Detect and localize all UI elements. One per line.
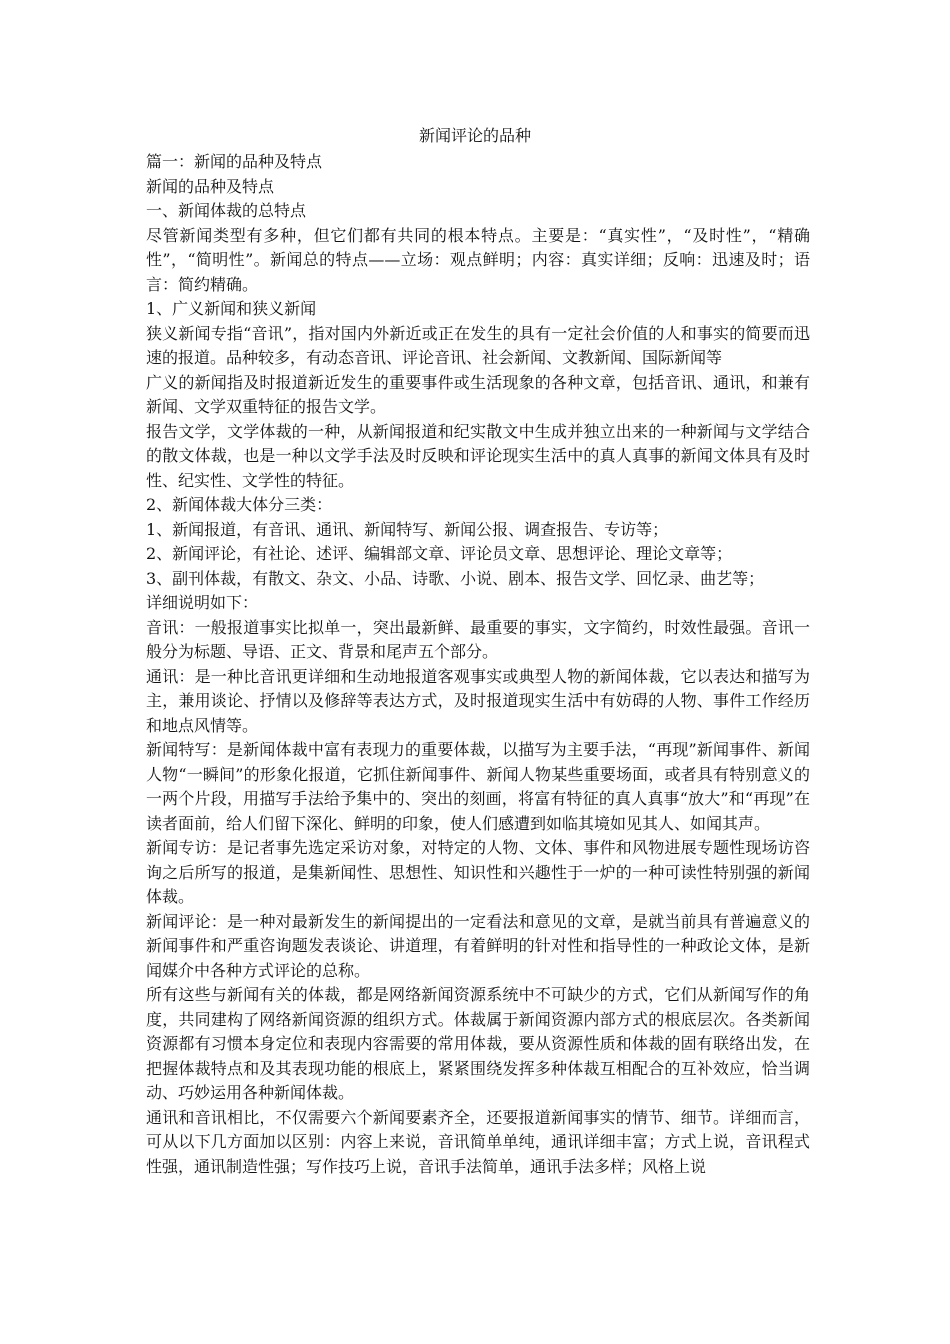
paragraph: 1、新闻报道，有音讯、通讯、新闻特写、新闻公报、调查报告、专访等； <box>146 519 669 539</box>
paragraph: 2、新闻体裁大体分三类： <box>146 495 333 514</box>
document-title: 新闻评论的品种 <box>418 126 531 145</box>
document-body <box>146 150 810 1179</box>
paragraph: 新闻的品种及特点 <box>146 176 275 196</box>
paragraph: 一、新闻体裁的总特点 <box>146 201 307 220</box>
paragraph: 报告文学，文学体裁的一种，从新闻报道和纪实散文中生成并独立出来的一种新闻与文学结合的散文体裁，也是一种以文学手法及时反映和评论现实生活中的真人真事的新闻文体具有及时性、纪实性、文学性的特征。 <box>146 421 810 490</box>
paragraph: 广义的新闻指及时报道新近发生的重要事件或生活现象的各种文章，包括音讯、通讯，和兼有新闻、文学双重特征的报告文学。 <box>146 372 810 416</box>
paragraph: 详细说明如下： <box>146 593 259 612</box>
paragraph: 尽管新闻类型有多种，但它们都有共同的根本特点。主要是：“真实性”，“及时性”，“精确性”，“简明性”。新闻总的特点——立场：观点鲜明；内容：真实详细；反响：迅速及时；语言：简约精确。 <box>146 225 810 294</box>
paragraph: 篇一：新闻的品种及特点 <box>146 152 323 171</box>
paragraph: 2、新闻评论，有社论、述评、编辑部文章、评论员文章、思想评论、理论文章等； <box>146 544 733 563</box>
paragraph: 所有这些与新闻有关的体裁，都是网络新闻资源系统中不可缺少的方式，它们从新闻写作的角度，共同建构了网络新闻资源的组织方式。体裁属于新闻资源内部方式的根底层次。各类新闻资源都有习惯本身定位和表现内容需要的常用体裁，要从资源性质和体裁的固有联络出发，在把握体裁特点和及其表现功能的根底上，紧紧围绕发挥多种体裁互相配合的互补效应，恰当调动、巧妙运用各种新闻体裁。 <box>146 985 810 1102</box>
paragraph: 新闻特写：是新闻体裁中富有表现力的重要体裁，以描写为主要手法，“再现”新闻事件、新闻人物“一瞬间”的形象化报道，它抓住新闻事件、新闻人物某些重要场面，或者具有特别意义的一两个片段，用描写手法给予集中的、突出的刻画，将富有特征的真人真事“放大”和“再现”在读者面前，给人们留下深化、鲜明的印象，使人们感遭到如临其境如见其人、如闻其声。 <box>146 740 810 833</box>
paragraph: 新闻评论：是一种对最新发生的新闻提出的一定看法和意见的文章，是就当前具有普遍意义的新闻事件和严重咨询题发表谈论、讲道理，有着鲜明的针对性和指导性的一种政论文体，是新闻媒介中各种方式评论的总称。 <box>146 911 810 980</box>
paragraph: 3、副刊体裁，有散文、杂文、小品、诗歌、小说、剧本、报告文学、回忆录、曲艺等； <box>146 568 765 588</box>
paragraph: 音讯：一般报道事实比拟单一，突出最新鲜、最重要的事实，文字简约，时效性最强。音讯一般分为标题、导语、正文、背景和尾声五个部分。 <box>146 617 810 661</box>
paragraph: 狭义新闻专指“音讯”，指对国内外新近或正在发生的具有一定社会价值的人和事实的简要而迅速的报道。品种较多，有动态音讯、评论音讯、社会新闻、文教新闻、国际新闻等 <box>146 323 810 367</box>
paragraph: 新闻专访：是记者事先选定采访对象，对特定的人物、文体、事件和风物进展专题性现场访咨询之后所写的报道，是集新闻性、思想性、知识性和兴趣性于一炉的一种可读性特别强的新闻体裁。 <box>146 838 810 906</box>
paragraph: 通讯和音讯相比，不仅需要六个新闻要素齐全，还要报道新闻事实的情节、细节。详细而言，可从以下几方面加以区别：内容上来说，音讯简单单纯，通讯详细丰富；方式上说，音讯程式性强，通讯制造性强；写作技巧上说，音讯手法简单，通讯手法多样；风格上说 <box>146 1107 810 1176</box>
paragraph: 1、广义新闻和狭义新闻 <box>146 299 317 318</box>
paragraph: 通讯：是一种比音讯更详细和生动地报道客观事实或典型人物的新闻体裁，它以表达和描写为主，兼用谈论、抒情以及修辞等表达方式，及时报道现实生活中有妨碍的人物、事件工作经历和地点风情等。 <box>146 666 810 735</box>
